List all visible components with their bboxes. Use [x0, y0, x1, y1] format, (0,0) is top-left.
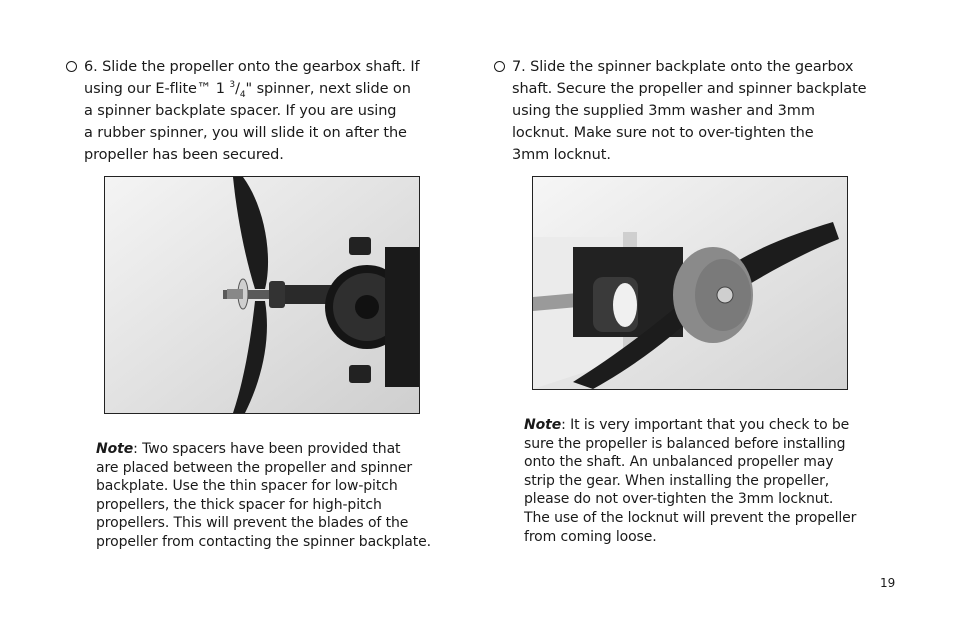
fraction-denominator: 4: [239, 89, 246, 100]
note-7-line-1: : It is very important that you check to be: [561, 417, 850, 433]
step-6-line-2: using our E-flite™ 1: [84, 81, 230, 97]
note-6-line-3: backplate. Use the thin spacer for low-pitch: [96, 478, 398, 495]
note-7-line-3: onto the shaft. An unbalanced propeller may: [524, 454, 834, 471]
fraction-slash: /: [235, 81, 240, 97]
step-7-checkbox-icon[interactable]: [494, 61, 505, 72]
propeller-gearbox-illustration: [105, 177, 419, 413]
note-6-line-2: are placed between the propeller and spinner: [96, 459, 413, 476]
fraction-numerator: 3: [229, 80, 236, 91]
spinner-backplate-photo: [532, 176, 848, 390]
step-7-line-5: 3mm locknut.: [512, 147, 611, 163]
step-6-instruction: [66, 56, 420, 166]
note-7-line-6: The use of the locknut will prevent the propeller: [524, 509, 857, 526]
note-spacers: [96, 440, 431, 552]
note-6-line-6: propeller from contacting the spinner backplate.: [96, 533, 431, 550]
step-6-line-1: 6. Slide the propeller onto the gearbox shaft. If: [84, 59, 420, 75]
step-7-instruction: [494, 56, 866, 166]
step-6-line-2-end: " spinner, next slide on: [245, 81, 411, 97]
note-7-line-7: from coming loose.: [524, 528, 657, 545]
note-7-line-5: please do not over-tighten the 3mm locknut.: [524, 491, 834, 508]
step-6-line-4: a rubber spinner, you will slide it on after the: [84, 125, 407, 141]
spinner-backplate-illustration: [533, 177, 847, 389]
step-6-line-3: a spinner backplate spacer. If you are using: [84, 103, 397, 119]
note-6-line-1: : Two spacers have been provided that: [133, 441, 401, 457]
step-7-line-1: 7. Slide the spinner backplate onto the gearbox: [512, 59, 854, 75]
note-6-line-5: propellers. This will prevent the blades of the: [96, 515, 409, 532]
note-balance: [524, 416, 856, 546]
step-6-checkbox-icon[interactable]: [66, 61, 77, 72]
page-number: 19: [880, 576, 896, 590]
note-7-line-2: sure the propeller is balanced before installing: [524, 435, 846, 452]
step-7-line-4: locknut. Make sure not to over-tighten the: [512, 125, 814, 141]
note-7-line-4: strip the gear. When installing the propeller,: [524, 472, 830, 489]
propeller-gearbox-photo: [104, 176, 420, 414]
note-label: Note: [524, 417, 562, 433]
note-6-line-4: propellers, the thick spacer for high-pitch: [96, 496, 382, 513]
step-7-line-2: shaft. Secure the propeller and spinner backplate: [512, 81, 867, 97]
note-label: Note: [96, 441, 134, 457]
step-7-line-3: using the supplied 3mm washer and 3mm: [512, 103, 815, 119]
step-6-line-5: propeller has been secured.: [84, 147, 284, 163]
